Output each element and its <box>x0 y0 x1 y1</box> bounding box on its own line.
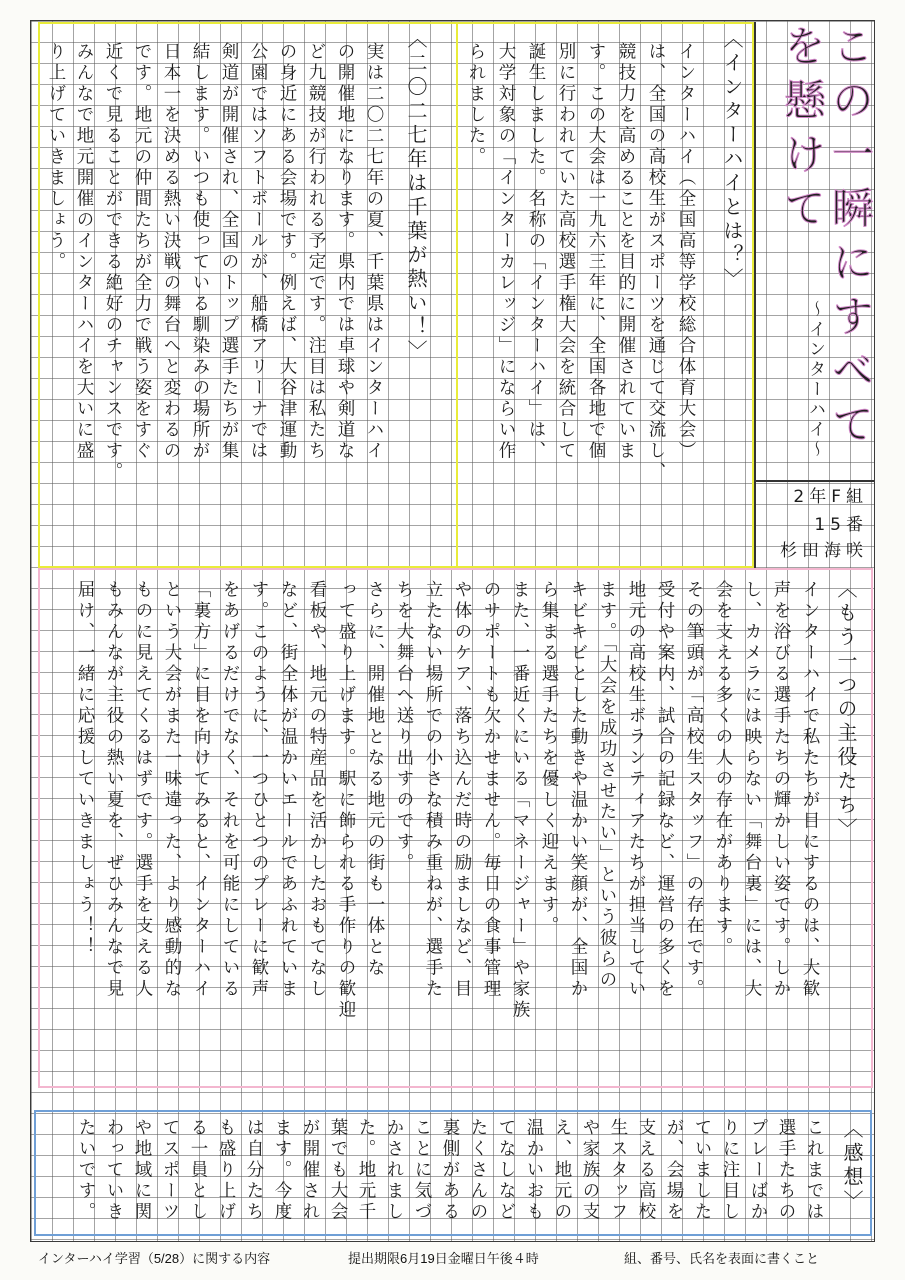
section3-line: という大会がまた一味違った、より感動的な <box>162 580 182 1000</box>
student-info <box>756 480 874 568</box>
student-class: 2年F組 <box>793 487 868 507</box>
section3-line: また、一番近くにいる「マネージャー」や家族 <box>510 580 530 1021</box>
section4-line: かされまし <box>384 1118 404 1223</box>
section3-line: キビキビとした動きや温かい笑顔が、全国か <box>568 580 588 1000</box>
section4-line: も盛り上げ <box>216 1118 236 1223</box>
section2-heading: 〈二〇二七年は千葉が熱い！〉 <box>404 28 428 364</box>
footer-deadline: 提出期限6月19日金曜日午後４時 <box>348 1251 539 1266</box>
section4-line: ていました <box>692 1118 712 1223</box>
section3-line: 声を浴びる選手たちの輝かしい姿です。しか <box>771 580 791 1000</box>
page-subtitle: 〜インターハイ〜 <box>805 300 825 460</box>
section1-heading: 〈インターハイとは？〉 <box>720 28 744 292</box>
section2-line: みんなで地元開催のインターハイを大いに盛 <box>74 42 94 462</box>
page-title: この一瞬にすべてを懸けて <box>778 24 875 456</box>
section4-line: ます。今度 <box>272 1118 292 1223</box>
section1-line: インターハイ（全国高等学校総合体育大会） <box>676 42 696 462</box>
section2-line: 剣道が開催され、全国のトップ選手たちが集 <box>219 42 239 462</box>
section1-line: 別に行われていた高校選手権大会を統合して <box>556 42 576 462</box>
section4-line: ことに気づ <box>412 1118 432 1223</box>
section3-line: ら集まる選手たちを優しく迎えます。 <box>539 580 559 937</box>
section3-line: のサポートも欠かせません。毎日の食事管理 <box>481 580 501 1000</box>
section4-line: え、地元の <box>552 1118 572 1223</box>
section2-line: 近くで見ることができる絶好のチャンスです。 <box>103 42 123 483</box>
section3-line: もみんなが主役の熱い夏を、ぜひみんなで見 <box>104 580 124 1000</box>
section2-line: 結します。いつも使っている馴染みの場所が <box>190 42 210 462</box>
section3-line: など、街全体が温かいエールであふれていま <box>278 580 298 1000</box>
footer-instruction: 組、番号、氏名を表面に書くこと <box>624 1251 820 1266</box>
section3-line: 「裏方」に目を向けてみると、インターハイ <box>191 580 211 1000</box>
section3-line: 会を支える多くの人の存在があります。 <box>713 580 733 958</box>
section4-line: は自分たち <box>244 1118 264 1223</box>
section4-line: たいです。 <box>76 1118 96 1223</box>
section4-line: たくさんの <box>468 1118 488 1223</box>
section3-line: その筆頭が「高校生スタッフ」の存在です。 <box>684 580 704 1000</box>
section4-line: 温かいおも <box>524 1118 544 1223</box>
section4-line: プレーばか <box>748 1118 768 1223</box>
section1-line: 大学対象の「インターカレッジ」にならい作 <box>496 42 516 462</box>
section2-line: です。地元の仲間たちが全力で戦う姿をすぐ <box>132 42 152 462</box>
section3-line: す。このように、一つひとつのプレーに歓声 <box>249 580 269 1000</box>
section4-line: が、会場を <box>664 1118 684 1223</box>
section1-line: られました。 <box>466 42 486 168</box>
footer-topic: インターハイ学習（5/28）に関する内容 <box>38 1251 271 1266</box>
section3-line: さらに、開催地となる地元の街も一体とな <box>365 580 385 979</box>
section3-line: 看板や、地元の特産品を活かしたおもてなし <box>307 580 327 1000</box>
section4-line: てスポーツ <box>160 1118 180 1223</box>
section4-line: これまでは <box>804 1118 824 1223</box>
section4-line: や地域に関 <box>132 1118 152 1223</box>
section4-line: 裏側がある <box>440 1118 460 1223</box>
section4-line: 葉でも大会 <box>328 1118 348 1223</box>
section4-line: りに注目し <box>720 1118 740 1223</box>
section3-line: って盛り上げます。駅に飾られる手作りの歓迎 <box>336 580 356 1021</box>
section2-line: り上げていきましょう。 <box>46 42 66 273</box>
section-divider <box>456 22 458 568</box>
section3-line: ちを大舞台へ送り出すのです。 <box>394 580 414 874</box>
section2-line: 実は二〇二七年の夏、千葉県はインターハイ <box>364 42 384 462</box>
section3-line: 届け、一緒に応援していきましょう！！ <box>75 580 95 958</box>
section3-line: 地元の高校生ボランティアたちが担当してい <box>626 580 646 1000</box>
section4-line: や家族の支 <box>580 1118 600 1223</box>
section4-line: 選手たちの <box>776 1118 796 1223</box>
student-number: 15番 <box>814 515 868 535</box>
section2-line: ど九競技が行われる予定です。注目は私たち <box>306 42 326 462</box>
section1-line: 誕生しました。名称の「インターハイ」は、 <box>526 42 546 462</box>
section3-line: 受付や案内、試合の記録など、運営の多くを <box>655 580 675 1000</box>
section3-line: ます。「大会を成功させたい」という彼らの <box>597 580 617 992</box>
section4-line: が開催され <box>300 1118 320 1223</box>
section3-line: ものに見えてくるはずです。選手を支える人 <box>133 580 153 1000</box>
section4-heading: 〈感想〉 <box>840 1118 864 1214</box>
section4-line: 生スタッフ <box>608 1118 628 1223</box>
section2-line: 公園ではソフトボールが、船橋アリーナでは <box>248 42 268 462</box>
section2-line: 日本一を決める熱い決戦の舞台へと変わるの <box>161 42 181 462</box>
section2-line: の開催地になります。県内では卓球や剣道な <box>335 42 355 462</box>
section4-line: 支える高校 <box>636 1118 656 1223</box>
section3-heading: 〈もう一つの主役たち〉 <box>834 578 858 842</box>
student-name: 杉田海咲 <box>780 541 868 561</box>
section1-line: 競技力を高めることを目的に開催されていま <box>616 42 636 462</box>
section3-line: し、カメラには映らない「舞台裏」には、大 <box>742 580 762 1000</box>
section3-line: 立たない場所での小さな積み重ねが、選手た <box>423 580 443 1000</box>
section1-line: す。この大会は一九六三年に、全国各地で個 <box>586 42 606 462</box>
section4-line: てなしなど <box>496 1118 516 1223</box>
section3-line: や体のケア、落ち込んだ時の励ましなど、目 <box>452 580 472 1000</box>
section4-line: わっていき <box>104 1118 124 1223</box>
section4-line: た。地元千 <box>356 1118 376 1223</box>
section4-line: る一員とし <box>188 1118 208 1223</box>
section2-line: の身近にある会場です。例えば、大谷津運動 <box>277 42 297 462</box>
section3-line: インターハイで私たちが目にするのは、大歓 <box>800 580 820 1000</box>
section1-line: は、全国の高校生がスポーツを通じて交流し、 <box>646 42 666 483</box>
footer <box>30 1244 875 1274</box>
section3-line: をあげるだけでなく、それを可能にしている <box>220 580 240 1000</box>
